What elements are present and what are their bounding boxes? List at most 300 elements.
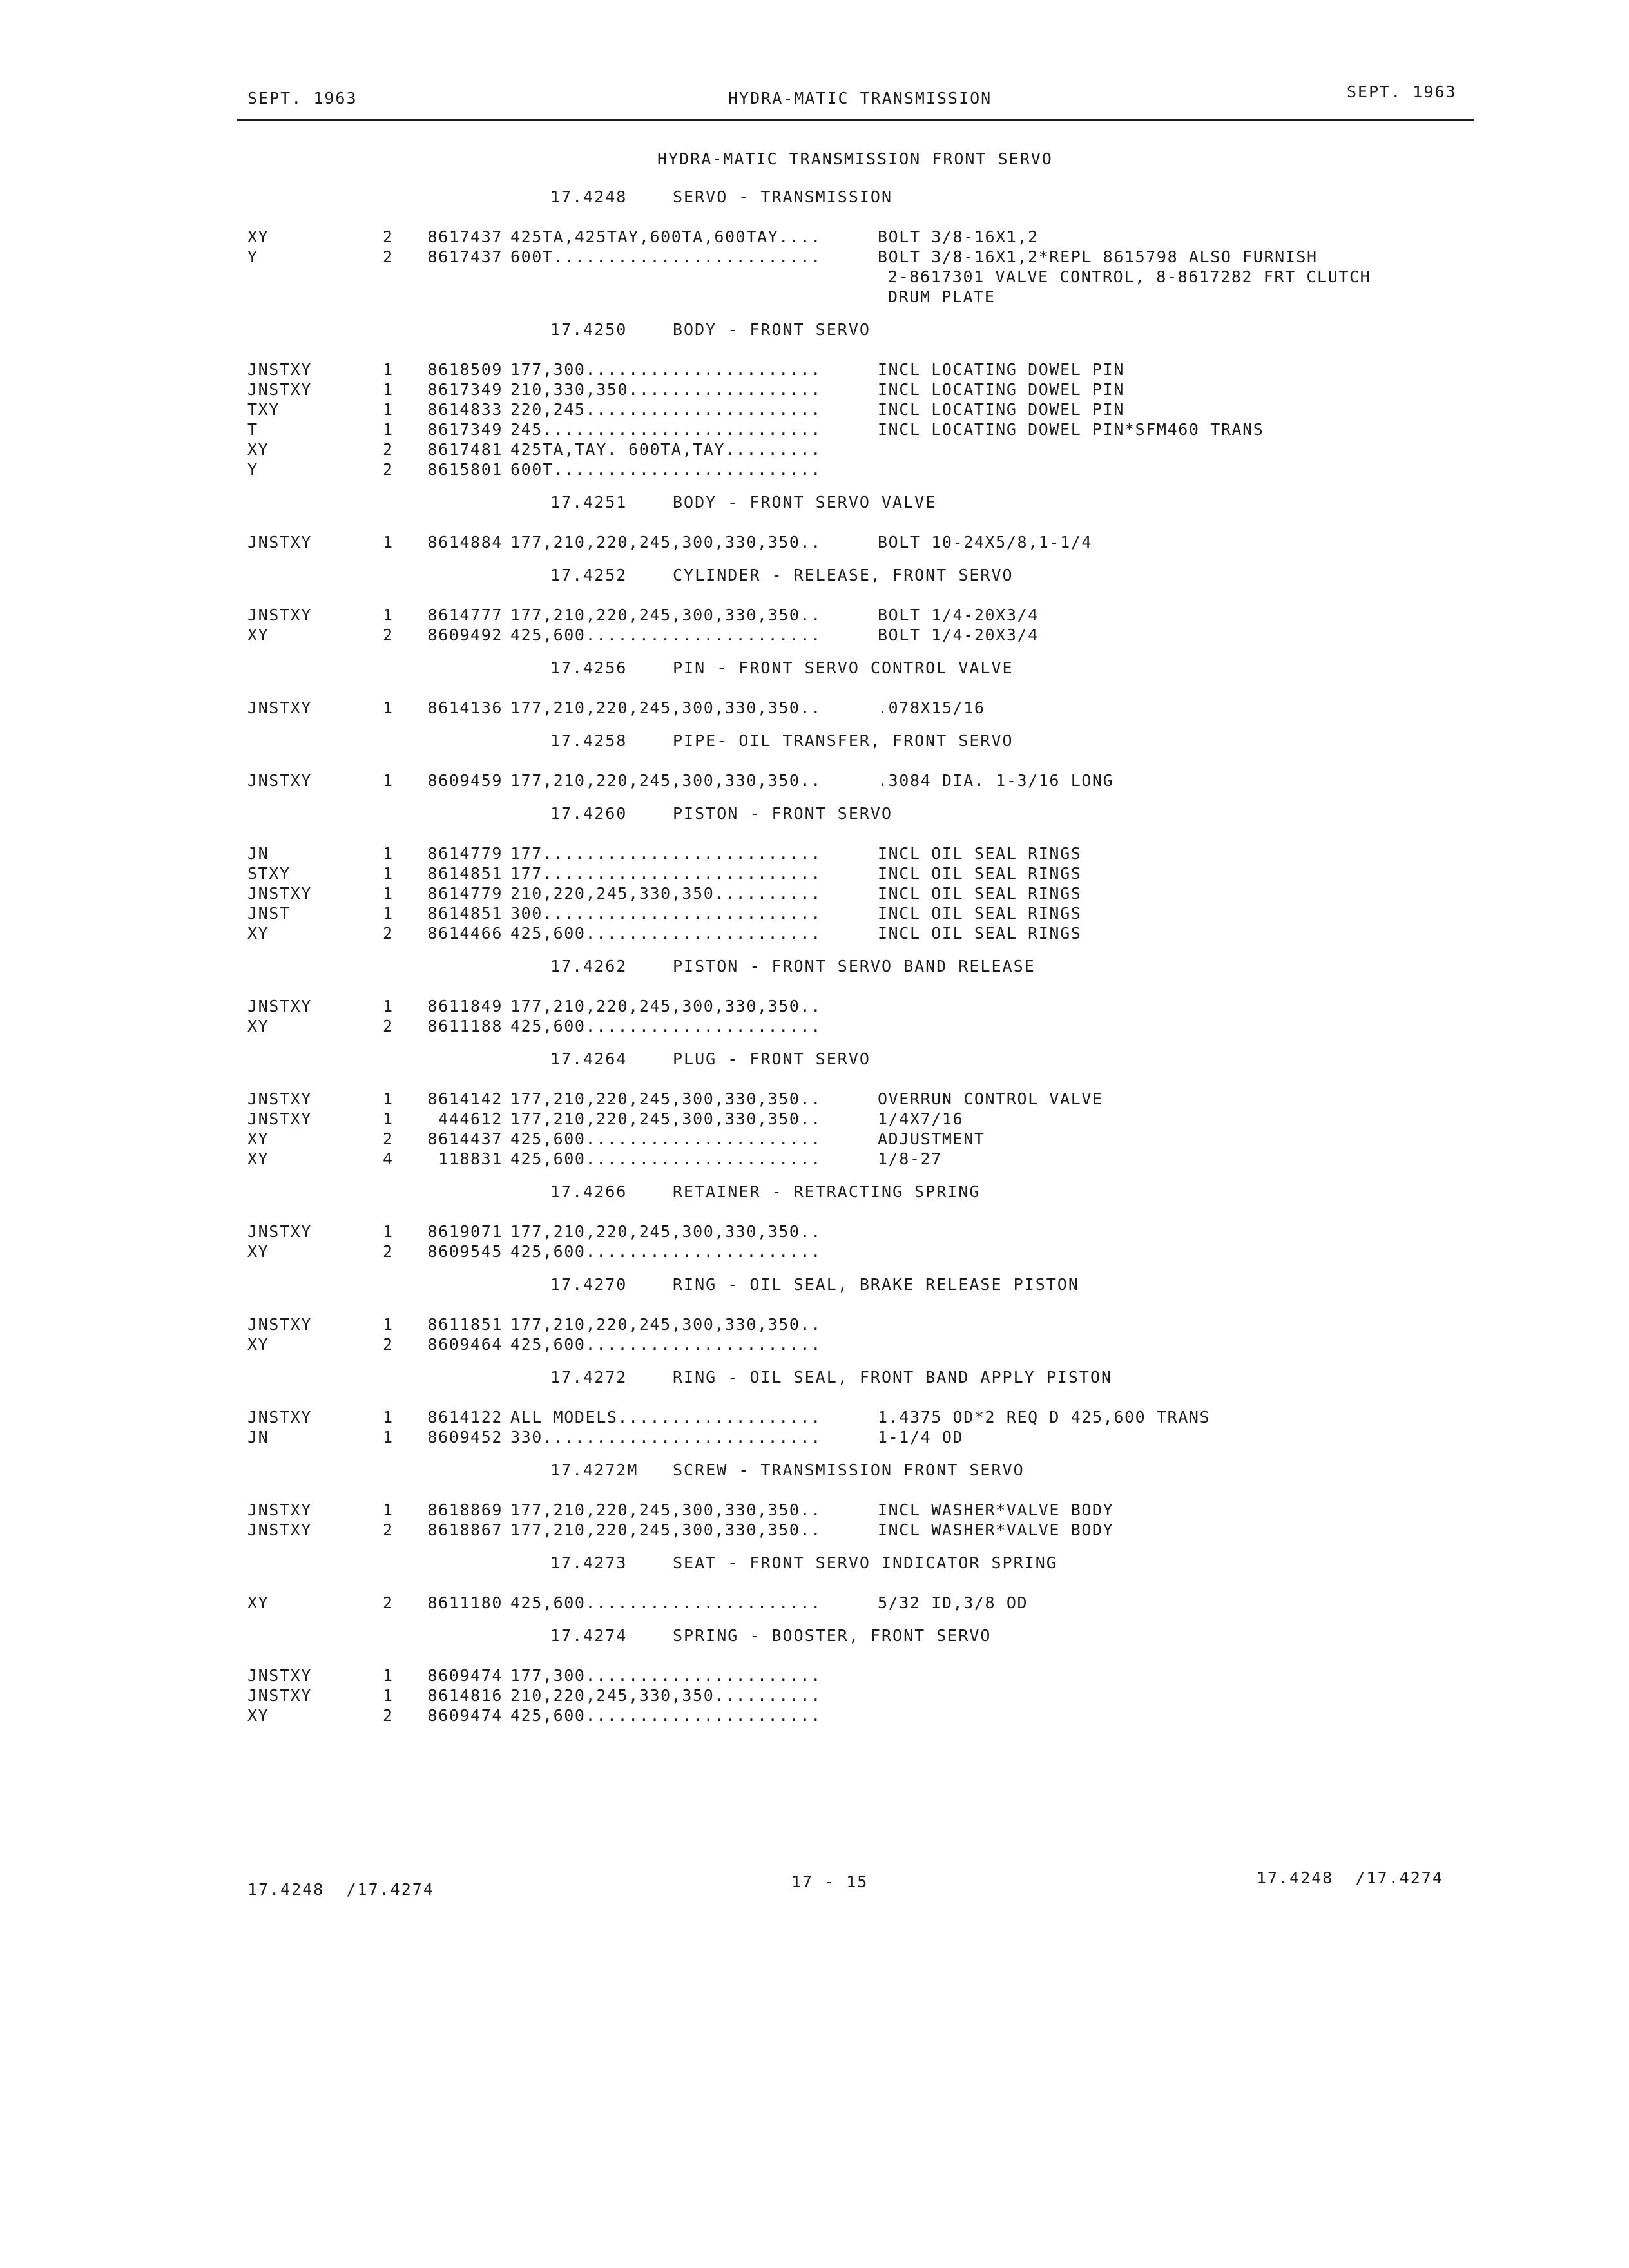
part-description	[878, 1129, 1459, 1149]
part-row	[247, 247, 1459, 307]
section-heading	[550, 1367, 1459, 1388]
model-list: 177..........................	[510, 844, 822, 863]
parts-section	[247, 1049, 1459, 1169]
footer-range-left: 17.4248 /17.4274	[247, 1880, 434, 1899]
applicability-code: STXY	[247, 864, 291, 883]
description-line: INCL LOCATING DOWEL PIN	[878, 380, 1124, 399]
parts-section	[247, 320, 1459, 479]
part-number: 8618869	[427, 1501, 503, 1519]
section-number: 17.4273	[550, 1553, 628, 1572]
quantity: 2	[383, 227, 394, 246]
applicability-code: JNSTXY	[247, 1315, 312, 1334]
applicability-code: XY	[247, 1242, 269, 1261]
part-description	[878, 227, 1459, 247]
quantity: 2	[383, 1242, 394, 1261]
parts-section	[247, 1460, 1459, 1540]
section-name: SEAT - FRONT SERVO INDICATOR SPRING	[673, 1553, 1057, 1572]
quantity: 1	[383, 1501, 394, 1519]
description-line: 1-1/4 OD	[878, 1428, 964, 1446]
part-row	[247, 1314, 1459, 1334]
part-row	[247, 439, 1459, 459]
part-description	[878, 605, 1459, 625]
quantity: 1	[383, 864, 394, 883]
part-number: 8609459	[427, 771, 503, 790]
section-name: PISTON - FRONT SERVO BAND RELEASE	[673, 957, 1036, 975]
applicability-code: XY	[247, 1129, 269, 1148]
part-description	[878, 923, 1459, 943]
description-line: BOLT 1/4-20X3/4	[878, 606, 1039, 624]
parts-section	[247, 731, 1459, 791]
part-number: 8617437	[427, 247, 503, 266]
page-title: HYDRA-MATIC TRANSMISSION FRONT SERVO	[657, 149, 1053, 168]
quantity: 2	[383, 924, 394, 943]
section-name: SERVO - TRANSMISSION	[673, 187, 893, 206]
description-line: INCL WASHER*VALVE BODY	[878, 1521, 1114, 1539]
applicability-code: T	[247, 420, 258, 439]
part-description	[878, 1593, 1459, 1613]
section-heading	[550, 565, 1459, 586]
section-number: 17.4260	[550, 804, 628, 823]
section-number: 17.4274	[550, 1626, 628, 1645]
part-description	[878, 1016, 1459, 1036]
header-date-right: SEPT. 1963	[1347, 82, 1457, 101]
model-list: 425,600......................	[510, 1149, 822, 1168]
model-list: 177,210,220,245,300,330,350..	[510, 606, 822, 624]
model-list: 425,600......................	[510, 1242, 822, 1261]
part-description	[878, 1706, 1459, 1725]
model-list: 425,600......................	[510, 626, 822, 644]
quantity: 1	[383, 1666, 394, 1685]
part-number: 8614777	[427, 606, 503, 624]
part-row	[247, 625, 1459, 645]
applicability-code: XY	[247, 1335, 269, 1354]
part-number: 8614851	[427, 864, 503, 883]
quantity: 4	[383, 1149, 394, 1168]
quantity: 1	[383, 1222, 394, 1241]
model-list: 330..........................	[510, 1428, 822, 1446]
description-line: INCL WASHER*VALVE BODY	[878, 1501, 1114, 1519]
model-list: 425,600......................	[510, 1335, 822, 1354]
quantity: 1	[383, 771, 394, 790]
description-line: ADJUSTMENT	[878, 1129, 985, 1148]
part-description	[878, 1686, 1459, 1706]
quantity: 1	[383, 1090, 394, 1108]
description-line: DRUM PLATE	[888, 287, 996, 306]
section-name: PISTON - FRONT SERVO	[673, 804, 893, 823]
section-name: BODY - FRONT SERVO	[673, 320, 871, 339]
part-description	[878, 1089, 1459, 1109]
model-list: 425,600......................	[510, 1129, 822, 1148]
part-row	[247, 1222, 1459, 1242]
applicability-code: Y	[247, 247, 258, 266]
section-number: 17.4262	[550, 957, 628, 975]
quantity: 1	[383, 606, 394, 624]
part-description	[878, 1109, 1459, 1129]
quantity: 2	[383, 1335, 394, 1354]
applicability-code: JNSTXY	[247, 698, 312, 717]
model-list: 425,600......................	[510, 924, 822, 943]
parts-section	[247, 1553, 1459, 1613]
model-list: 177,210,220,245,300,330,350..	[510, 1315, 822, 1334]
parts-section	[247, 956, 1459, 1036]
part-number: 8611188	[427, 1017, 503, 1035]
model-list: 177,210,220,245,300,330,350..	[510, 533, 822, 552]
part-row	[247, 360, 1459, 380]
section-heading	[550, 803, 1459, 824]
section-number: 17.4272M	[550, 1461, 639, 1479]
part-row	[247, 532, 1459, 552]
model-list: 177,210,220,245,300,330,350..	[510, 997, 822, 1015]
section-heading	[550, 1049, 1459, 1070]
section-number: 17.4250	[550, 320, 628, 339]
part-row	[247, 605, 1459, 625]
part-description	[878, 532, 1459, 552]
part-description	[878, 247, 1459, 307]
description-line: .3084 DIA. 1-3/16 LONG	[878, 771, 1114, 790]
quantity: 1	[383, 884, 394, 903]
applicability-code: JN	[247, 844, 269, 863]
parts-section	[247, 1274, 1459, 1354]
quantity: 2	[383, 1017, 394, 1035]
section-number: 17.4248	[550, 187, 628, 206]
part-description	[878, 419, 1459, 439]
applicability-code: Y	[247, 460, 258, 479]
description-line: 1/4X7/16	[878, 1110, 964, 1128]
part-row	[247, 698, 1459, 718]
section-name: RING - OIL SEAL, BRAKE RELEASE PISTON	[673, 1275, 1079, 1294]
part-number: 8617437	[427, 227, 503, 246]
section-name: SPRING - BOOSTER, FRONT SERVO	[673, 1626, 992, 1645]
part-description	[878, 399, 1459, 419]
section-heading	[550, 956, 1459, 977]
model-list: 300..........................	[510, 904, 822, 923]
section-name: PIN - FRONT SERVO CONTROL VALVE	[673, 658, 1014, 677]
part-row	[247, 419, 1459, 439]
model-list: 600T.........................	[510, 247, 822, 266]
part-number: 118831	[438, 1149, 503, 1168]
applicability-code: JNST	[247, 904, 291, 923]
description-line: INCL OIL SEAL RINGS	[878, 864, 1082, 883]
section-heading	[550, 492, 1459, 513]
part-row	[247, 1149, 1459, 1169]
part-number: 8614136	[427, 698, 503, 717]
applicability-code: JNSTXY	[247, 533, 312, 552]
part-row	[247, 459, 1459, 479]
section-number: 17.4264	[550, 1050, 628, 1068]
applicability-code: XY	[247, 626, 269, 644]
part-number: 8617349	[427, 380, 503, 399]
part-number: 8611180	[427, 1593, 503, 1612]
part-row	[247, 843, 1459, 863]
part-description	[878, 1520, 1459, 1540]
part-number: 8609464	[427, 1335, 503, 1354]
parts-section	[247, 803, 1459, 943]
model-list: 177,300......................	[510, 360, 822, 379]
part-row	[247, 1593, 1459, 1613]
part-number: 8614816	[427, 1686, 503, 1705]
part-number: 8618509	[427, 360, 503, 379]
model-list: 425,600......................	[510, 1593, 822, 1612]
quantity: 2	[383, 460, 394, 479]
part-row	[247, 1016, 1459, 1036]
quantity: 1	[383, 1110, 394, 1128]
part-number: 8614851	[427, 904, 503, 923]
section-heading	[550, 187, 1459, 207]
part-row	[247, 863, 1459, 883]
section-heading	[550, 1274, 1459, 1295]
part-description	[878, 1500, 1459, 1520]
part-row	[247, 1242, 1459, 1262]
part-row	[247, 1666, 1459, 1686]
quantity: 1	[383, 420, 394, 439]
part-description	[878, 360, 1459, 380]
model-list: 177,210,220,245,300,330,350..	[510, 1521, 822, 1539]
section-name: SCREW - TRANSMISSION FRONT SERVO	[673, 1461, 1025, 1479]
applicability-code: XY	[247, 924, 269, 943]
part-row	[247, 1686, 1459, 1706]
section-name: PLUG - FRONT SERVO	[673, 1050, 871, 1068]
applicability-code: XY	[247, 1149, 269, 1168]
section-heading	[550, 731, 1459, 751]
model-list: 177,210,220,245,300,330,350..	[510, 1090, 822, 1108]
section-number: 17.4266	[550, 1182, 628, 1201]
part-row	[247, 399, 1459, 419]
parts-section	[247, 565, 1459, 645]
description-line: BOLT 3/8-16X1,2*REPL 8615798 ALSO FURNISH	[878, 247, 1318, 266]
applicability-code: JNSTXY	[247, 771, 312, 790]
section-heading	[550, 1626, 1459, 1646]
part-description	[878, 996, 1459, 1016]
part-row	[247, 1427, 1459, 1447]
part-number: 8614779	[427, 844, 503, 863]
description-line: INCL OIL SEAL RINGS	[878, 884, 1082, 903]
part-number: 8618867	[427, 1521, 503, 1539]
section-heading	[550, 1553, 1459, 1573]
header-rule	[237, 119, 1474, 121]
part-row	[247, 903, 1459, 923]
part-number: 8611849	[427, 997, 503, 1015]
description-line: 1.4375 OD*2 REQ D 425,600 TRANS	[878, 1408, 1211, 1427]
part-description	[878, 625, 1459, 645]
model-list: 220,245......................	[510, 400, 822, 419]
section-number: 17.4256	[550, 658, 628, 677]
quantity: 1	[383, 533, 394, 552]
part-number: 8609474	[427, 1706, 503, 1725]
part-number: 8609492	[427, 626, 503, 644]
applicability-code: XY	[247, 1017, 269, 1035]
part-description	[878, 698, 1459, 718]
applicability-code: JNSTXY	[247, 1666, 312, 1685]
part-description	[878, 439, 1459, 459]
parts-list	[247, 187, 1459, 1725]
applicability-code: JNSTXY	[247, 1222, 312, 1241]
model-list: 177,300......................	[510, 1666, 822, 1685]
quantity: 1	[383, 997, 394, 1015]
header-date-left: SEPT. 1963	[247, 89, 358, 108]
part-description	[878, 903, 1459, 923]
part-row	[247, 1334, 1459, 1354]
parts-section	[247, 187, 1459, 307]
quantity: 2	[383, 247, 394, 266]
description-line: INCL OIL SEAL RINGS	[878, 924, 1082, 943]
part-description	[878, 1149, 1459, 1169]
quantity: 1	[383, 380, 394, 399]
part-row	[247, 1407, 1459, 1427]
quantity: 2	[383, 1521, 394, 1539]
section-name: RETAINER - RETRACTING SPRING	[673, 1182, 981, 1201]
model-list: 425TA,TAY. 600TA,TAY.........	[510, 440, 822, 459]
part-description	[878, 380, 1459, 399]
applicability-code: JNSTXY	[247, 606, 312, 624]
part-row	[247, 1706, 1459, 1725]
section-name: PIPE- OIL TRANSFER, FRONT SERVO	[673, 731, 1014, 750]
part-number: 8609452	[427, 1428, 503, 1446]
applicability-code: TXY	[247, 400, 280, 419]
model-list: 177..........................	[510, 864, 822, 883]
quantity: 1	[383, 698, 394, 717]
description-line: BOLT 10-24X5/8,1-1/4	[878, 533, 1093, 552]
description-line: BOLT 3/8-16X1,2	[878, 227, 1039, 246]
header-title: HYDRA-MATIC TRANSMISSION	[728, 89, 992, 108]
applicability-code: JN	[247, 1428, 269, 1446]
model-list: 177,210,220,245,300,330,350..	[510, 1501, 822, 1519]
part-number: 8614122	[427, 1408, 503, 1427]
part-description	[878, 1407, 1459, 1427]
part-row	[247, 1109, 1459, 1129]
applicability-code: JNSTXY	[247, 1408, 312, 1427]
section-heading	[550, 658, 1459, 678]
part-row	[247, 771, 1459, 791]
part-row	[247, 1089, 1459, 1109]
applicability-code: JNSTXY	[247, 360, 312, 379]
description-line: INCL LOCATING DOWEL PIN	[878, 360, 1124, 379]
quantity: 2	[383, 440, 394, 459]
model-list: 425,600......................	[510, 1706, 822, 1725]
quantity: 1	[383, 1686, 394, 1705]
parts-section	[247, 1182, 1459, 1262]
model-list: 425TA,425TAY,600TA,600TAY....	[510, 227, 822, 246]
part-description	[878, 459, 1459, 479]
page-number: 17 - 15	[791, 1872, 869, 1891]
section-name: CYLINDER - RELEASE, FRONT SERVO	[673, 566, 1014, 584]
section-heading	[550, 1182, 1459, 1202]
description-line: 2-8617301 VALVE CONTROL, 8-8617282 FRT CLUTCH	[888, 267, 1371, 286]
model-list: ALL MODELS...................	[510, 1408, 822, 1427]
applicability-code: JNSTXY	[247, 1090, 312, 1108]
part-number: 8617349	[427, 420, 503, 439]
model-list: 210,330,350..................	[510, 380, 822, 399]
part-number: 8615801	[427, 460, 503, 479]
model-list: 177,210,220,245,300,330,350..	[510, 1110, 822, 1128]
section-number: 17.4251	[550, 493, 628, 512]
model-list: 600T.........................	[510, 460, 822, 479]
part-description	[878, 863, 1459, 883]
part-description	[878, 1242, 1459, 1262]
parts-section	[247, 1367, 1459, 1447]
part-row	[247, 1129, 1459, 1149]
part-description	[878, 1666, 1459, 1686]
part-row	[247, 1520, 1459, 1540]
applicability-code: JNSTXY	[247, 1501, 312, 1519]
parts-section	[247, 1626, 1459, 1725]
part-row	[247, 996, 1459, 1016]
model-list: 245..........................	[510, 420, 822, 439]
parts-section	[247, 658, 1459, 718]
section-number: 17.4270	[550, 1275, 628, 1294]
part-description	[878, 1427, 1459, 1447]
applicability-code: JNSTXY	[247, 1521, 312, 1539]
section-number: 17.4252	[550, 566, 628, 584]
section-number: 17.4272	[550, 1368, 628, 1387]
model-list: 177,210,220,245,300,330,350..	[510, 771, 822, 790]
part-number: 444612	[438, 1110, 503, 1128]
quantity: 1	[383, 360, 394, 379]
part-number: 8614142	[427, 1090, 503, 1108]
part-number: 8617481	[427, 440, 503, 459]
part-description	[878, 1334, 1459, 1354]
part-number: 8611851	[427, 1315, 503, 1334]
section-name: RING - OIL SEAL, FRONT BAND APPLY PISTON	[673, 1368, 1113, 1387]
quantity: 1	[383, 400, 394, 419]
quantity: 1	[383, 1315, 394, 1334]
description-line: INCL OIL SEAL RINGS	[878, 904, 1082, 923]
part-row	[247, 883, 1459, 903]
quantity: 1	[383, 844, 394, 863]
applicability-code: JNSTXY	[247, 1686, 312, 1705]
applicability-code: JNSTXY	[247, 997, 312, 1015]
quantity: 1	[383, 904, 394, 923]
quantity: 2	[383, 1129, 394, 1148]
quantity: 2	[383, 1593, 394, 1612]
model-list: 425,600......................	[510, 1017, 822, 1035]
model-list: 177,210,220,245,300,330,350..	[510, 698, 822, 717]
description-line: OVERRUN CONTROL VALVE	[878, 1090, 1103, 1108]
description-line: 1/8-27	[878, 1149, 942, 1168]
quantity: 1	[383, 1408, 394, 1427]
quantity: 2	[383, 626, 394, 644]
model-list: 210,220,245,330,350..........	[510, 884, 822, 903]
applicability-code: JNSTXY	[247, 884, 312, 903]
applicability-code: XY	[247, 227, 269, 246]
model-list: 210,220,245,330,350..........	[510, 1686, 822, 1705]
footer-range-right: 17.4248 /17.4274	[1257, 1869, 1443, 1887]
part-row	[247, 923, 1459, 943]
part-description	[878, 1222, 1459, 1242]
description-line: INCL OIL SEAL RINGS	[878, 844, 1082, 863]
section-number: 17.4258	[550, 731, 628, 750]
part-number: 8614779	[427, 884, 503, 903]
part-row	[247, 380, 1459, 399]
part-number: 8614884	[427, 533, 503, 552]
part-number: 8609474	[427, 1666, 503, 1685]
description-line: INCL LOCATING DOWEL PIN*SFM460 TRANS	[878, 420, 1264, 439]
model-list: 177,210,220,245,300,330,350..	[510, 1222, 822, 1241]
section-heading	[550, 1460, 1459, 1481]
part-number: 8619071	[427, 1222, 503, 1241]
applicability-code: JNSTXY	[247, 380, 312, 399]
description-line: INCL LOCATING DOWEL PIN	[878, 400, 1124, 419]
applicability-code: JNSTXY	[247, 1110, 312, 1128]
part-number: 8614466	[427, 924, 503, 943]
quantity: 2	[383, 1706, 394, 1725]
applicability-code: XY	[247, 1593, 269, 1612]
part-row	[247, 1500, 1459, 1520]
quantity: 1	[383, 1428, 394, 1446]
part-description	[878, 843, 1459, 863]
part-number: 8614833	[427, 400, 503, 419]
part-description	[878, 1314, 1459, 1334]
applicability-code: XY	[247, 440, 269, 459]
